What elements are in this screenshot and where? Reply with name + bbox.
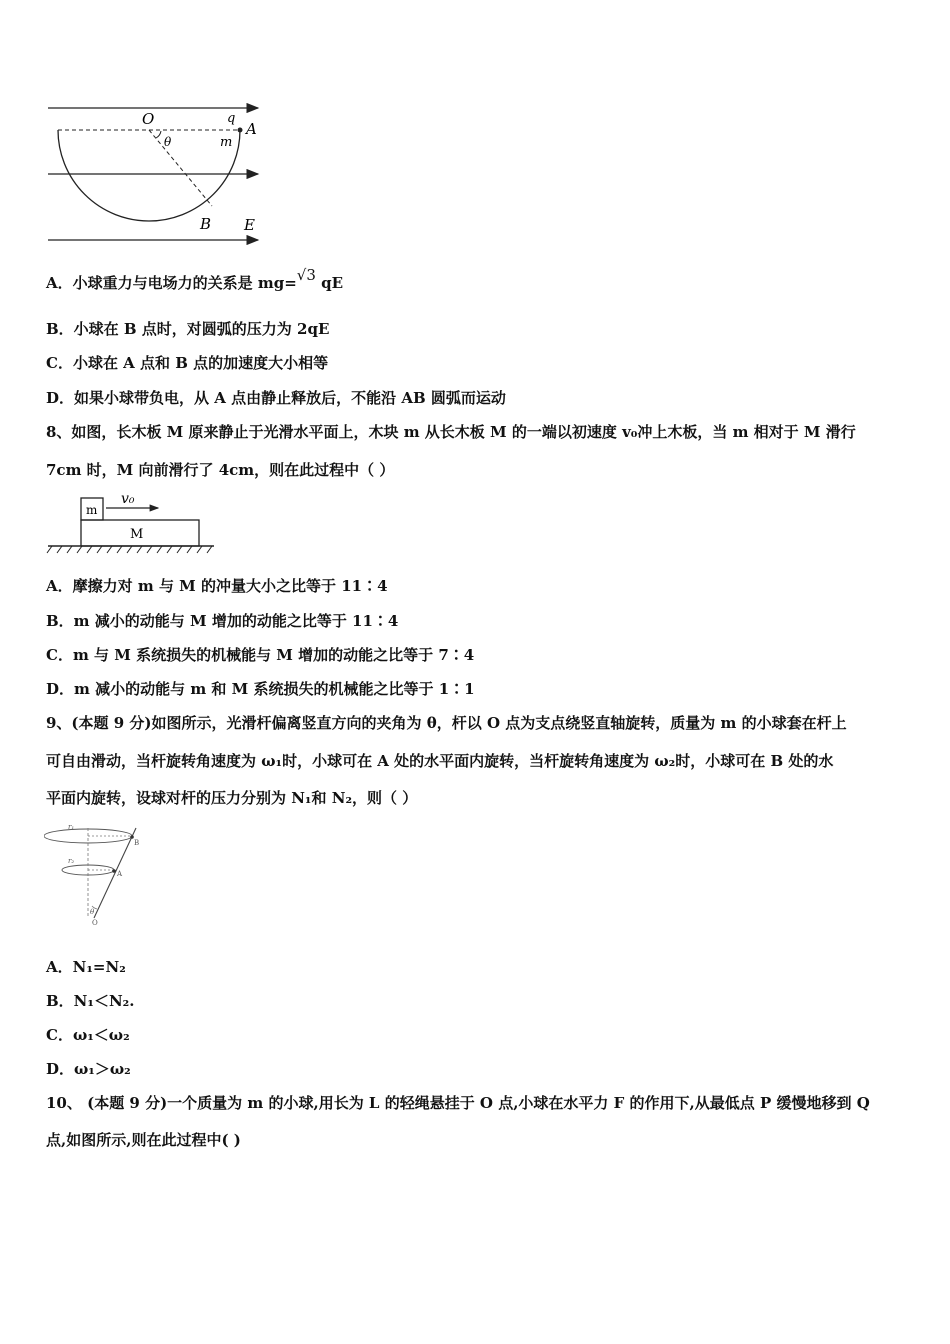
block-m-label: m (86, 503, 98, 517)
theta-angle-arc (156, 131, 161, 138)
radius-OB-dashed (149, 130, 212, 206)
figure-q8-block-on-board (46, 488, 218, 558)
figure-q9-rotating-rod (44, 818, 154, 928)
q8-option-a: A．摩擦力对 m 与 M 的冲量大小之比等于 11∶4 (46, 577, 388, 595)
velocity-label-v0: v₀ (121, 491, 135, 507)
label-E: E (244, 216, 255, 234)
label-q: q (227, 111, 236, 126)
label-O: O (142, 110, 155, 128)
q9-stem-line1: 9、(本题 9 分)如图所示，光滑杆偏离竖直方向的夹角为 θ，杆以 O 点为支点绕竖直轴旋转，质量为 m 的小球套在杆上 (46, 714, 847, 732)
q7-option-a (46, 266, 344, 293)
q7-option-b: B．小球在 B 点时，对圆弧的压力为 2qE (46, 320, 330, 338)
q9-option-d: D．ω₁＞ω₂ (46, 1060, 131, 1078)
ground-hatching (47, 546, 212, 553)
q9-stem-line2: 可自由滑动，当杆旋转角速度为 ω₁时，小球可在 A 处的水平面内旋转，当杆旋转角速度为 ω₂时，小球可在 B 处的水 (46, 752, 834, 770)
label-theta: θ (164, 135, 172, 149)
q8-stem-line1: 8、如图，长木板 M 原来静止于光滑水平面上，木块 m 从长木板 M 的一端以初速度 v₀冲上木板，当 m 相对于 M 滑行 (46, 423, 856, 441)
label-A: A (117, 870, 123, 878)
label-r1: r₁ (68, 823, 75, 831)
ball-at-A (238, 128, 243, 133)
q8-option-c: C．m 与 M 系统损失的机械能与 M 增加的动能之比等于 7∶4 (46, 646, 475, 664)
label-theta: θ (90, 908, 95, 916)
q9-option-a: A．N₁=N₂ (46, 958, 126, 976)
label-A: A (246, 120, 257, 138)
q7-option-a-suffix: qE (315, 274, 344, 292)
q10-stem-line2: 点,如图所示,则在此过程中( ) (46, 1131, 241, 1149)
q8-stem-line2: 7cm 时，M 向前滑行了 4cm，则在此过程中（ ） (46, 461, 395, 479)
sqrt-3-symbol: √3 (296, 266, 316, 284)
q9-option-c: C．ω₁＜ω₂ (46, 1026, 130, 1044)
q7-option-a-text: A．小球重力与电场力的关系是 mg= (46, 274, 297, 292)
semicircle-arc (58, 130, 240, 221)
q9-option-b: B．N₁＜N₂. (46, 992, 135, 1010)
q7-option-c: C．小球在 A 点和 B 点的加速度大小相等 (46, 354, 329, 372)
label-O: O (92, 919, 98, 927)
label-r2: r₂ (68, 857, 75, 865)
ball-position-A (112, 869, 116, 873)
q8-option-d: D．m 减小的动能与 m 和 M 系统损失的机械能之比等于 1∶1 (46, 680, 475, 698)
q10-stem-line1: 10、 (本题 9 分)一个质量为 m 的小球,用长为 L 的轻绳悬挂于 O 点,小球在水平力 F 的作用下,从最低点 P 缓慢地移到 Q (46, 1094, 870, 1112)
q7-option-d: D．如果小球带负电，从 A 点由静止释放后，不能沿 AB 圆弧而运动 (46, 389, 506, 407)
label-B: B (134, 839, 140, 847)
figure-q7-semicircle-field (44, 98, 274, 248)
q8-option-b: B．m 减小的动能与 M 增加的动能之比等于 11∶4 (46, 612, 399, 630)
label-B: B (200, 215, 212, 233)
label-m: m (220, 135, 233, 150)
q9-stem-line3: 平面内旋转，设球对杆的压力分别为 N₁和 N₂，则（ ） (46, 789, 418, 807)
board-M-label: M (130, 527, 144, 542)
